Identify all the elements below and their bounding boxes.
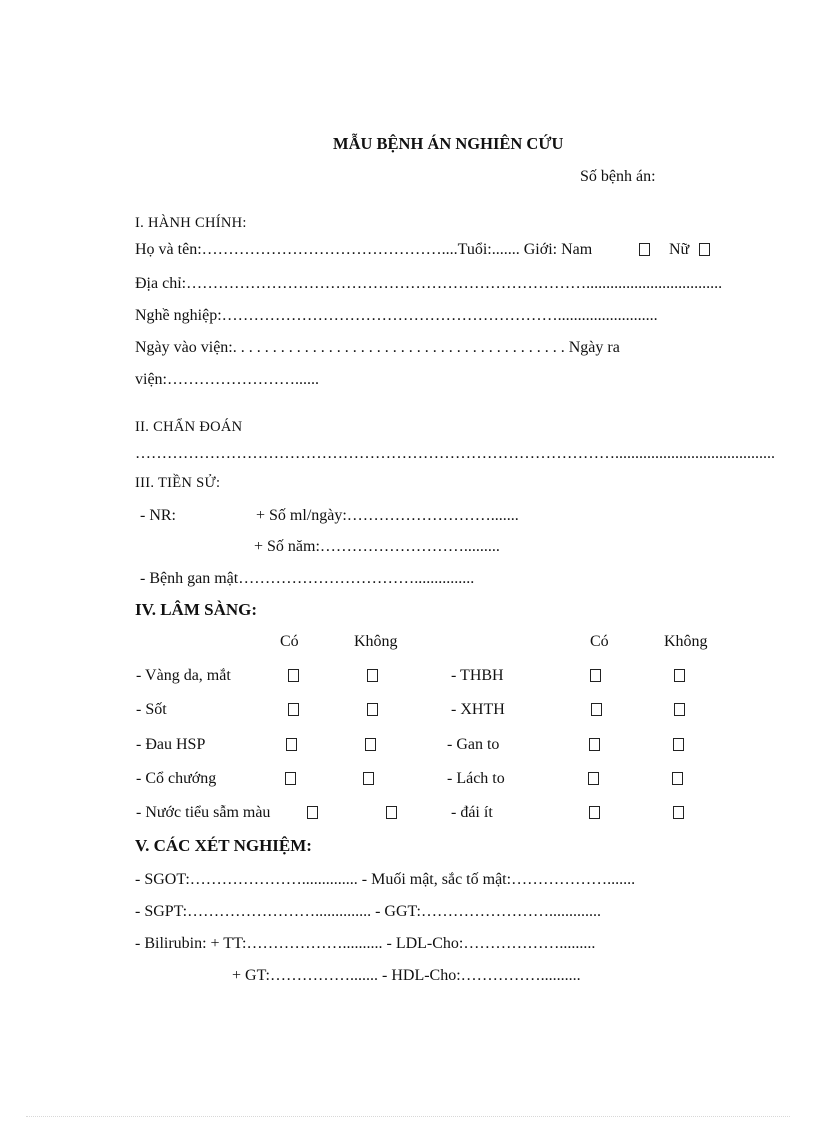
symptom-left-2: - Sốt	[136, 701, 167, 718]
checkbox[interactable]	[673, 806, 684, 819]
name-age-gender-line: Họ và tên:………………………………………....Tuổi:....... Giới: Nam	[135, 241, 593, 258]
occupation-line: Nghề nghiệp:……………………………………………………….........................	[135, 307, 658, 324]
checkbox[interactable]	[386, 806, 397, 819]
checkbox[interactable]	[589, 738, 600, 751]
checkbox[interactable]	[286, 738, 297, 751]
discharge-date-line: viện:……………………......	[135, 371, 319, 388]
lab-row-4: + GT:……………....... - HDL-Cho:……………..........	[232, 967, 581, 984]
checkbox[interactable]	[674, 669, 685, 682]
symptom-right-1: - THBH	[451, 667, 504, 684]
lab-row-1: - SGOT:………………….............. - Muối mật, sắc tố mật:……………….......	[135, 871, 636, 888]
checkbox[interactable]	[590, 669, 601, 682]
checkbox[interactable]	[673, 738, 684, 751]
checkbox[interactable]	[367, 669, 378, 682]
col-yes-left: Có	[280, 633, 299, 650]
col-no-right: Không	[664, 633, 708, 650]
male-checkbox[interactable]	[639, 243, 650, 256]
section-4-heading: IV. LÂM SÀNG:	[135, 600, 258, 619]
checkbox[interactable]	[363, 772, 374, 785]
symptom-right-5: - đái ít	[451, 804, 493, 821]
checkbox[interactable]	[588, 772, 599, 785]
page-title: MẪU BỆNH ÁN NGHIÊN CỨU	[333, 134, 564, 153]
symptom-left-3: - Đau HSP	[136, 736, 206, 753]
col-yes-right: Có	[590, 633, 609, 650]
checkbox[interactable]	[365, 738, 376, 751]
col-no-left: Không	[354, 633, 398, 650]
symptom-left-5: - Nước tiểu sẫm màu	[136, 804, 271, 821]
ml-per-day-line: + Số ml/ngày:……………………….......	[256, 507, 519, 524]
years-line: + Số năm:……………………….........	[254, 538, 500, 555]
checkbox[interactable]	[591, 703, 602, 716]
symptom-right-3: - Gan to	[447, 736, 500, 753]
checkbox[interactable]	[285, 772, 296, 785]
checkbox[interactable]	[367, 703, 378, 716]
admission-date-line: Ngày vào viện:. . . . . . . . . . . . . . . . . . . . . . . . . . . . . . . . . . . . . . . . . . Ngày ra	[135, 339, 620, 356]
female-label: Nữ	[669, 241, 690, 258]
nr-label: - NR:	[140, 507, 176, 524]
section-5-heading: V. CÁC XÉT NGHIỆM:	[135, 836, 312, 855]
section-2-heading: II. CHẨN ĐOÁN	[135, 419, 243, 435]
female-checkbox[interactable]	[699, 243, 710, 256]
checkbox[interactable]	[589, 806, 600, 819]
liver-disease-line: - Bệnh gan mật……………………………...............	[140, 570, 475, 587]
lab-row-2: - SGPT:…………………….............. - GGT:…………………….............	[135, 903, 601, 920]
section-3-heading: III. TIỀN SỬ:	[135, 475, 221, 491]
address-line: Địa chỉ:…………………………………………………………………..................................	[135, 275, 723, 292]
checkbox[interactable]	[288, 669, 299, 682]
record-number-label: Số bệnh án:	[580, 168, 656, 185]
checkbox[interactable]	[672, 772, 683, 785]
section-1-heading: I. HÀNH CHÍNH:	[135, 215, 247, 231]
page-bottom-divider	[26, 1116, 790, 1117]
checkbox[interactable]	[288, 703, 299, 716]
lab-row-3: - Bilirubin: + TT:……………….......... - LDL-Cho:……………….........	[135, 935, 596, 952]
checkbox[interactable]	[674, 703, 685, 716]
symptom-right-2: - XHTH	[451, 701, 505, 718]
checkbox[interactable]	[307, 806, 318, 819]
symptom-left-4: - Cổ chướng	[136, 770, 217, 787]
symptom-left-1: - Vàng da, mắt	[136, 667, 231, 684]
symptom-right-4: - Lách to	[447, 770, 505, 787]
diagnosis-line: ………………………………………………………………………………........................................	[135, 445, 775, 462]
